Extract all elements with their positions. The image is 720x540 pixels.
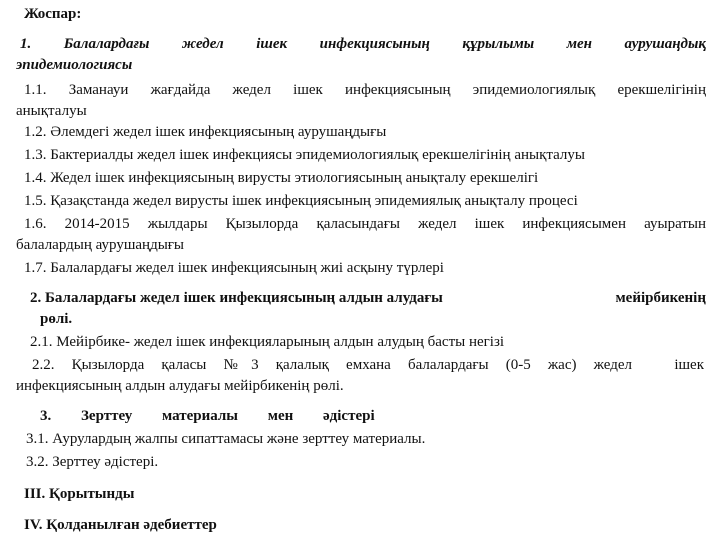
section1-item-1-1-cont: анықталуы [16,103,87,119]
section3-item-3-2: 3.2. Зерттеу әдістері. [26,454,159,470]
section1-item-1-4: 1.4. Жедел ішек инфекциясының вирусты этиологиясының анықталу ерекшелігі [24,170,539,186]
plan-title: Жоспар: [24,6,82,22]
section5-heading: ІV. Қолданылған әдебиеттер [24,517,217,533]
section1-item-1-2: 1.2. Әлемдегі жедел ішек инфекциясының аурушаңдығы [24,124,387,140]
section2-item-2-2-left: 2.2. Қызылорда қаласы №3 қалалық емхана балалардағы (0-5 жас) жедел [32,357,632,373]
section2-item-2-2-line1 [32,355,704,376]
section1-item-1-3: 1.3. Бактериалды жедел ішек инфекциясы эпидемиологиялық ерекшелігінің анықталуы [24,147,585,163]
section1-heading-line1: 1. Балалардағы жедел ішек инфекциясының құрылымы мен аурушаңдық [20,36,706,52]
section1-item-1-1: 1.1. Заманауи жағдайда жедел ішек инфекциясының эпидемиологиялық ерекшелігінің [24,82,706,98]
section2-heading-line1 [30,288,706,309]
section2-item-2-2-right: ішек [674,357,704,373]
section2-item-2-2-line2: инфекциясының алдын алудағы мейірбикенің рөлі. [16,378,344,394]
section1-item-1-5: 1.5. Қазақстанда жедел вирусты ішек инфекциясының эпидемиялық анықталу процесі [24,193,578,209]
section2-heading-line2: рөлі. [40,311,73,327]
section1-heading-line2: эпидемиологиясы [16,57,133,73]
section4-heading: ІІІ. Қорытынды [24,486,135,502]
section2-heading-left: 2. Балалардағы жедел ішек инфекциясының алдын алудағы [30,290,443,306]
section2-item-2-1: 2.1. Мейірбике- жедел ішек инфекцияларының алдын алудың басты негізі [30,334,505,350]
section1-item-1-6: 1.6. 2014-2015 жылдары Қызылорда қаласындағы жедел ішек инфекциясымен ауыратын [24,216,706,232]
section3-item-3-1: 3.1. Аурулардың жалпы сипаттамасы және зерттеу материалы. [26,431,426,447]
section3-heading: 3. Зерттеу материалы мен әдістері [40,408,375,424]
section2-heading-right: мейірбикенің [615,290,706,306]
section1-item-1-7: 1.7. Балалардағы жедел ішек инфекциясының жиі асқыну түрлері [24,260,444,276]
section1-item-1-6-cont: балалардың аурушаңдығы [16,237,185,253]
